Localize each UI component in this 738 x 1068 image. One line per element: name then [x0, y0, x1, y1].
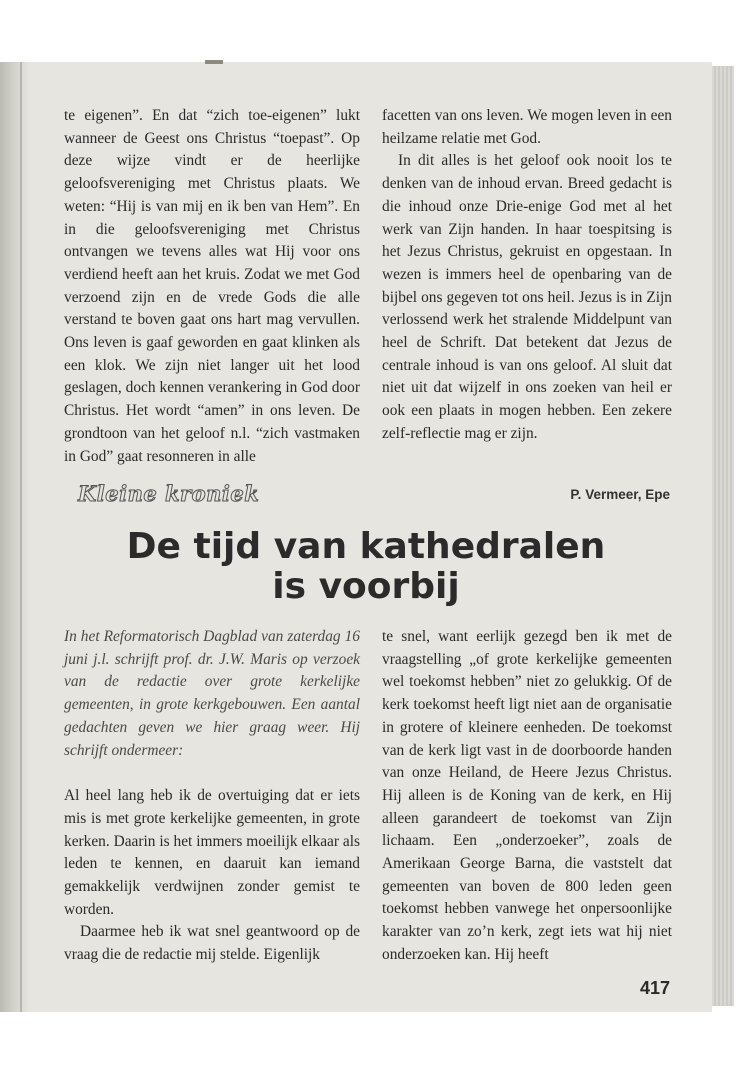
paragraph-gap — [64, 762, 360, 785]
paragraph: te snel, want eerlijk gezegd ben ik met de vraagstelling „of grote kerkelijke gemeenten wel toekomst hebben” niet zo gelukkig. Of de kerk toekomst heeft ligt niet aan de organisatie in grotere of kleinere eenheden. De toekomst van de kerk ligt vast in de doorboorde handen van onze Heiland, de Heere Jezus Christus. Hij alleen is de Koning van de kerk, en Hij alleen garandeert de toekomst van Zijn lichaam. Een „onderzoeker”, zoals de Amerikaan George Barna, die vaststelt dat gemeenten van boven de 800 leden geen toekomst hebben vanwege het onpersoonlijke karakter van zo’n kerk, zegt iets wat hij niet onderzoeken kan. Hij heeft — [382, 628, 672, 963]
page-number: 417 — [639, 978, 670, 998]
paragraph: facetten van ons leven. We mogen leven in een heilzame relatie met God. — [382, 107, 672, 147]
title-line-2: is voorbij — [272, 566, 460, 607]
title-line-1: De tijd van kathedralen — [126, 526, 606, 567]
paragraph: In dit alles is het geloof ook nooit los te denken van de inhoud ervan. Breed gedacht is die inhoud onze Drie-enige God met al het werk van Zijn handen. In haar toespitsing is het Jezus Christus, gekruist en opgestaan. In wezen is immers heel de openbaring van de bijbel ons gegeven tot ons heil. Jezus is in Zijn verlossend werk het stralende Middelpunt van heel de Schrift. Dat betekent dat Jezus de centrale inhoud is van ons geloof. Al sluit dat niet uit dat wijzelf in ons zoeken van heil er ook een plaats in mogen hebben. Een zekere zelf-reflectie mag er zijn. — [382, 152, 672, 442]
main-column-right — [382, 626, 672, 967]
paragraph: Daarmee heb ik wat snel geantwoord op de vraag die de redactie mij stelde. Eigenlijk — [64, 923, 360, 964]
page-edges — [712, 66, 734, 1006]
top-column-right — [382, 105, 672, 446]
section-kicker: Kleine kroniek — [78, 481, 260, 506]
book-spine — [0, 62, 30, 1012]
intro-paragraph: In het Reformatorisch Dagblad van zaterdag 16 juni j.l. schrijft prof. dr. J.W. Maris op verzoek van de redactie over grote kerkelijke gemeenten, in grote kerkgebouwen. Een aantal gedachten geven we hier graag weer. Hij schrijft ondermeer: — [64, 628, 360, 759]
spine-fold — [20, 62, 22, 1012]
bookmark-tab — [205, 60, 223, 64]
article-title — [64, 527, 668, 607]
main-column-left — [64, 626, 360, 967]
paragraph: Al heel lang heb ik de overtuiging dat er iets mis is met grote kerkelijke gemeenten, in grote kerken. Daarin is het immers moeilijk elkaar als leden te kennen, en daaruit kan iemand gemakkelijk verdwijnen zonder gemist te worden. — [64, 787, 360, 918]
author-byline: P. Vermeer, Epe — [570, 487, 670, 502]
top-column-left — [64, 105, 360, 468]
paragraph: te eigenen”. En dat “zich toe-eigenen” lukt wanneer de Geest ons Christus “toepast”. Op deze wijze vindt er de heerlijke geloofsvereniging met Christus plaats. We weten: “Hij is van mij en ik ben van Hem”. En in die geloofsvereniging met Christus ontvangen we tevens alles wat Hij voor ons verdiend heeft aan het kruis. Zodat we met God verzoend zijn en de vrede Gods die alle verstand te boven gaat ons hart mag vervullen. Ons leven is gaaf geworden en gaat klinken als een klok. We zijn niet langer uit het lood geslagen, doch kennen verankering in God door Christus. Het wordt “amen” in ons leven. De grondtoon van het geloof n.l. “zich vastmaken in God” gaat resonneren in alle — [64, 107, 360, 465]
